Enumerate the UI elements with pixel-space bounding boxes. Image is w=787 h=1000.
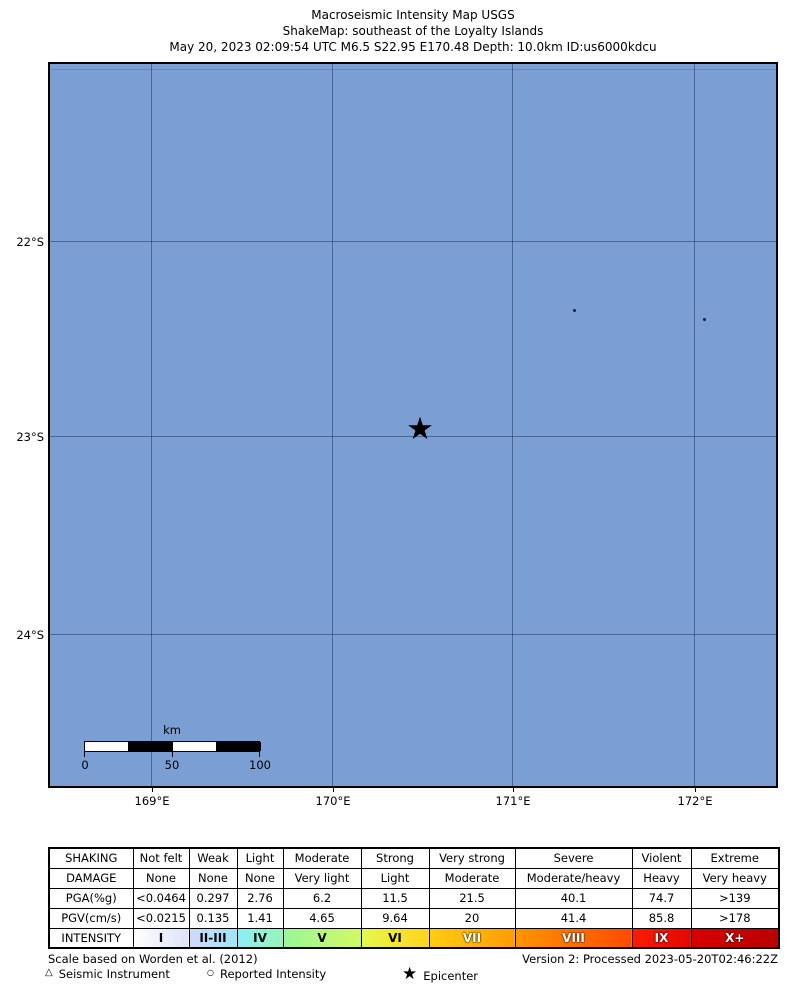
- table-cell: <0.0215: [133, 908, 189, 928]
- table-cell: Light: [237, 848, 283, 868]
- x-axis-label-171e: 171°E: [495, 794, 531, 808]
- y-axis-label-22s: 22°S: [16, 235, 44, 249]
- table-cell: 0.135: [189, 908, 237, 928]
- table-cell: 0.297: [189, 888, 237, 908]
- scalebar-label-100: 100: [249, 758, 271, 772]
- scalebar-tick: [84, 752, 85, 757]
- table-cell: 41.4: [515, 908, 632, 928]
- table-cell: 85.8: [632, 908, 691, 928]
- table-cell: None: [237, 868, 283, 888]
- table-cell: 6.2: [283, 888, 361, 908]
- map-subtitle: ShakeMap: southeast of the Loyalty Islands: [282, 24, 544, 38]
- table-cell: None: [189, 868, 237, 888]
- table-cell: 1.41: [237, 908, 283, 928]
- table-cell: Very strong: [429, 848, 515, 868]
- scalebar-segment: [173, 742, 217, 751]
- table-cell: Moderate/heavy: [515, 868, 632, 888]
- table-cell: 11.5: [361, 888, 429, 908]
- intensity-cell-ii-iii: II-III: [189, 928, 237, 948]
- epicenter-icon: ★: [402, 964, 418, 984]
- event-summary: May 20, 2023 02:09:54 UTC M6.5 S22.95 E170.48 Depth: 10.0km ID:us6000kdcu: [169, 40, 657, 54]
- table-cell: Severe: [515, 848, 632, 868]
- table-row-intensity: [49, 928, 779, 948]
- legend-label: Epicenter: [423, 968, 479, 983]
- intensity-cell-vii: VII: [429, 928, 515, 948]
- map-area: [50, 64, 776, 786]
- y-axis-label-23s: 23°S: [16, 430, 44, 444]
- reported-intensity-dot: [573, 309, 576, 312]
- version-processed-note: Version 2: Processed 2023-05-20T02:46:22Z: [522, 952, 778, 966]
- row-label: DAMAGE: [49, 868, 133, 888]
- scalebar-tick: [259, 752, 260, 757]
- table-row-shaking: [49, 848, 779, 868]
- legend-label: Seismic Instrument: [58, 967, 170, 981]
- table-cell: Very heavy: [691, 868, 779, 888]
- legend-label: Reported Intensity: [219, 967, 327, 981]
- reported-intensity-dot: [703, 318, 706, 321]
- table-row-pga: [49, 888, 779, 908]
- intensity-legend-table: [48, 847, 780, 949]
- row-label: SHAKING: [49, 848, 133, 868]
- table-cell: Moderate: [283, 848, 361, 868]
- x-axis-tick: [695, 788, 696, 792]
- row-label: PGA(%g): [49, 888, 133, 908]
- gridline-169e: [151, 64, 152, 786]
- gridline-170e: [332, 64, 333, 786]
- legend-epicenter: [402, 964, 479, 984]
- intensity-cell-viii: VIII: [515, 928, 632, 948]
- x-axis-tick: [152, 788, 153, 792]
- gridline-172e: [694, 64, 695, 786]
- row-label: INTENSITY: [49, 928, 133, 948]
- intensity-cell-iv: IV: [237, 928, 283, 948]
- table-cell: Violent: [632, 848, 691, 868]
- legend-reported-intensity: [207, 967, 326, 981]
- reported-intensity-icon: ○: [207, 968, 214, 977]
- table-cell: 74.7: [632, 888, 691, 908]
- table-cell: Moderate: [429, 868, 515, 888]
- table-cell: 21.5: [429, 888, 515, 908]
- table-cell: Not felt: [133, 848, 189, 868]
- table-cell: 4.65: [283, 908, 361, 928]
- table-row-pgv: [49, 908, 779, 928]
- x-axis-label-169e: 169°E: [134, 794, 170, 808]
- x-axis-tick: [513, 788, 514, 792]
- map-title: Macroseismic Intensity Map USGS: [311, 8, 515, 22]
- table-cell: 2.76: [237, 888, 283, 908]
- table-cell: >139: [691, 888, 779, 908]
- scalebar-unit-label: km: [163, 723, 181, 737]
- scalebar-segment: [85, 742, 129, 751]
- table-row-damage: [49, 868, 779, 888]
- legend-seismic-instrument: [45, 967, 170, 981]
- table-cell: Very light: [283, 868, 361, 888]
- scalebar: [84, 741, 260, 752]
- intensity-cell-v: V: [283, 928, 361, 948]
- intensity-cell-ix: IX: [632, 928, 691, 948]
- epicenter-star-icon: ★: [406, 410, 434, 447]
- table-cell: 9.64: [361, 908, 429, 928]
- gridline-22s: [50, 241, 776, 242]
- x-axis-label-170e: 170°E: [315, 794, 351, 808]
- scalebar-segment: [129, 742, 173, 751]
- y-axis-label-24s: 24°S: [16, 628, 44, 642]
- table-cell: <0.0464: [133, 888, 189, 908]
- table-cell: Strong: [361, 848, 429, 868]
- x-axis-label-172e: 172°E: [677, 794, 713, 808]
- scale-reference-note: Scale based on Worden et al. (2012): [48, 952, 258, 966]
- x-axis-tick: [333, 788, 334, 792]
- intensity-cell-x: X+: [691, 928, 779, 948]
- table-cell: Light: [361, 868, 429, 888]
- table-cell: Weak: [189, 848, 237, 868]
- table-cell: 40.1: [515, 888, 632, 908]
- table-cell: Extreme: [691, 848, 779, 868]
- scalebar-label-0: 0: [81, 758, 89, 772]
- gridline-171e: [512, 64, 513, 786]
- table-cell: 20: [429, 908, 515, 928]
- intensity-grid-boundary-line: [50, 69, 776, 70]
- table-cell: >178: [691, 908, 779, 928]
- table-cell: Heavy: [632, 868, 691, 888]
- scalebar-label-50: 50: [164, 758, 180, 772]
- row-label: PGV(cm/s): [49, 908, 133, 928]
- intensity-cell-i: I: [133, 928, 189, 948]
- scalebar-tick: [172, 752, 173, 757]
- gridline-24s: [50, 634, 776, 635]
- seismic-instrument-icon: △: [45, 967, 53, 978]
- map-canvas: [48, 62, 778, 788]
- intensity-cell-vi: VI: [361, 928, 429, 948]
- title-block: [48, 7, 778, 55]
- scalebar-segment: [217, 742, 261, 751]
- table-cell: None: [133, 868, 189, 888]
